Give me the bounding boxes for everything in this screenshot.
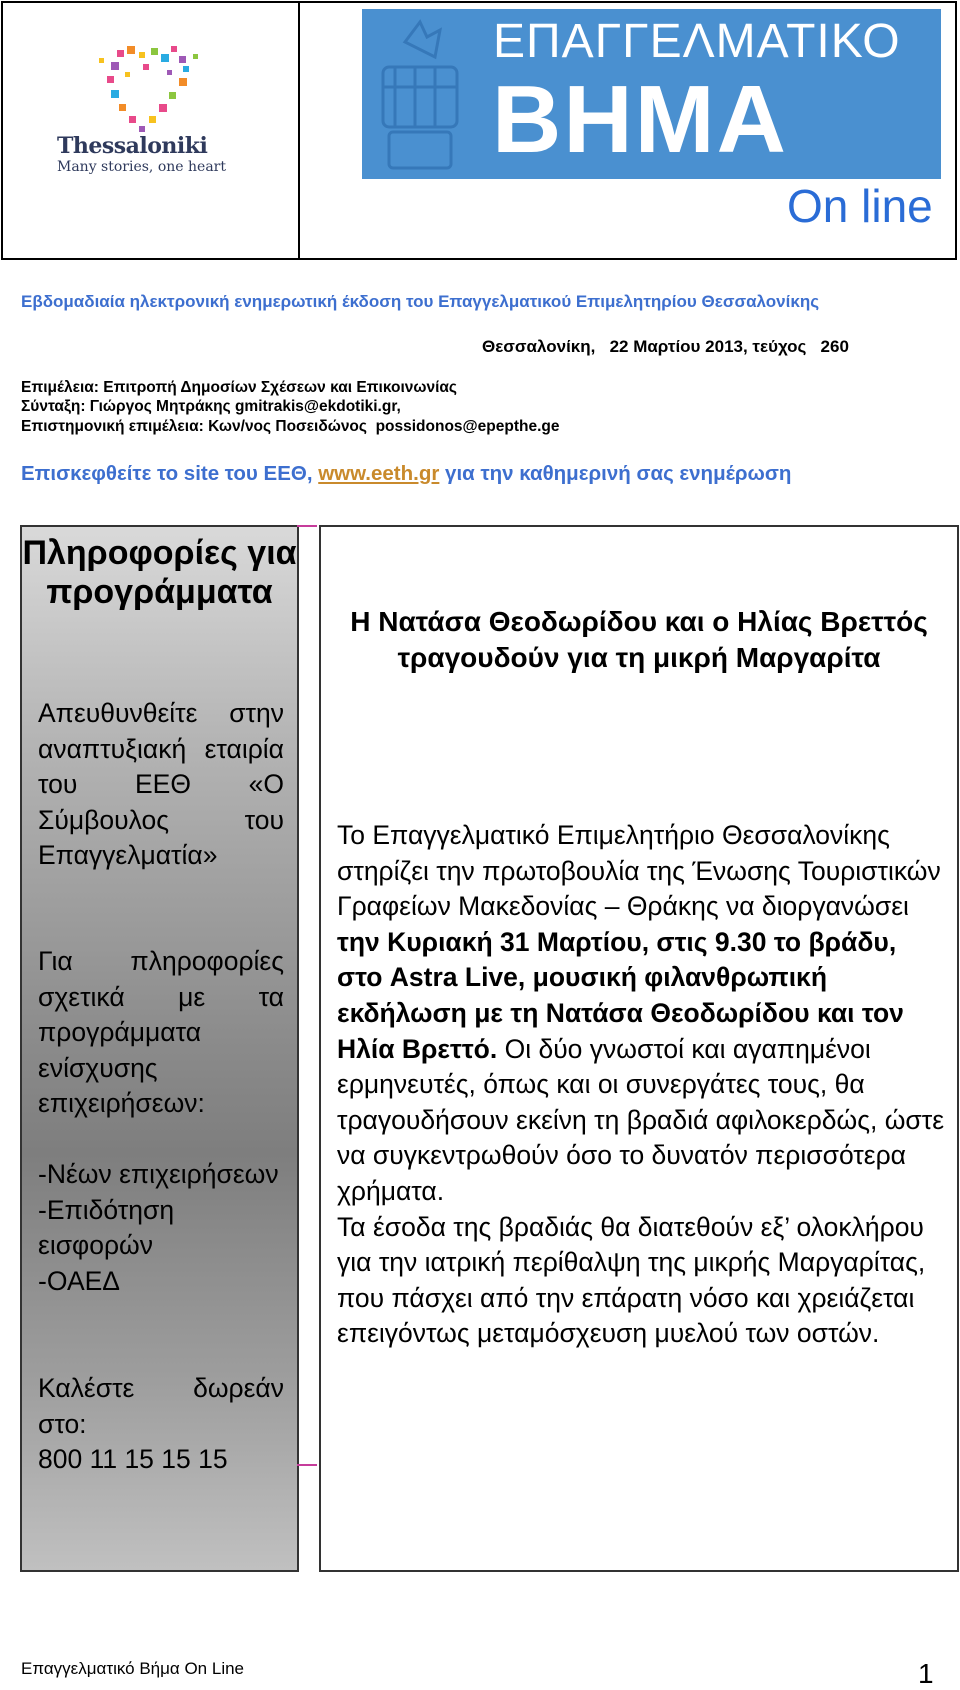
online-label: On line bbox=[787, 180, 933, 232]
article-title: Η Νατάσα Θεοδωρίδου και ο Ηλίας Βρεττός τραγουδούν για τη μικρή Μαργαρίτα bbox=[350, 606, 928, 673]
sidebar-title: Πληροφορίες για προγράμματα bbox=[22, 534, 297, 611]
sidebar-paragraph-contact: Απευθυνθείτε στην αναπτυξιακή εταιρία του ΕΕΘ «Ο Σύμβουλος του Επαγγελματία» bbox=[38, 698, 284, 870]
article-body bbox=[337, 818, 945, 1352]
masthead-divider bbox=[298, 1, 300, 260]
sidebar-paragraph-info: Για πληροφορίες σχετικά με τα προγράμματα ενίσχυσης επιχειρήσεων: bbox=[38, 946, 284, 1118]
article-paragraph: Το Επαγγελματικό Επιμελητήριο Θεσσαλονίκης στηρίζει την πρωτοβουλία της Ένωσης Τουριστικών Γραφείων Μακεδονίας – Θράκης να διοργανώσει την Κυριακή 31 Μαρτίου, στις 9.30 το βράδυ, στο Astra Live, μουσική φιλανθρωπική εκδήλωση με τη Νατάσα Θεοδωρίδου και τον Ηλία Βρεττό. Οι δύο γνωστοί και αγαπημένοι ερμηνευτές, όπως και οι συνεργάτες τους, θα τραγουδήσουν εκείνη τη βραδιά αφιλοκερδώς, ώστε να συγκεντρωθούν όσο το δυνατόν περισσότερα χρήματα. bbox=[337, 820, 945, 1206]
list-item: -Νέων επιχειρήσεων bbox=[38, 1159, 279, 1189]
credits-scientific: Επιστημονική επιμέλεια: Κων/νος Ποσειδώνος possidonos@epepthe.ge bbox=[21, 418, 560, 435]
footer-title: Επαγγελματικό Βήμα On Line bbox=[21, 1659, 245, 1678]
banner-top-text: ΕΠΑΓΓΕΛΜΑΤΙΚΟ bbox=[493, 15, 901, 68]
thessaloniki-logo-name: Thessaloniki bbox=[57, 133, 208, 159]
banner-main-text: ΒΗΜΑ bbox=[492, 66, 788, 173]
issue-dateline: Θεσσαλονίκη, 22 Μαρτίου 2013, τεύχος 260 bbox=[482, 337, 849, 356]
list-item: -ΟΑΕΔ bbox=[38, 1265, 121, 1296]
article-paragraph: Τα έσοδα της βραδιάς θα διατεθούν εξ’ ολοκλήρου για την ιατρική περίθαλψη της μικρής Μαργαρίτας, που πάσχει από την επάρατη νόσο και χρειάζεται επειγόντως μεταμόσχευση μυελού των οστών. bbox=[337, 1211, 926, 1349]
credits-writing: Σύνταξη: Γιώργος Μητράκης gmitrakis@ekdotiki.gr, bbox=[21, 398, 401, 415]
thessaloniki-logo-tagline: Many stories, one heart bbox=[57, 159, 226, 175]
sidebar-call-free bbox=[38, 1371, 284, 1478]
connector-line bbox=[297, 525, 317, 527]
visit-suffix: για την καθημερινή σας ενημέρωση bbox=[439, 462, 792, 485]
page-number: 1 bbox=[918, 1658, 934, 1689]
list-item: -Επιδότηση εισφορών bbox=[38, 1194, 175, 1260]
visit-site-line bbox=[21, 462, 791, 486]
site-link[interactable]: www.eeth.gr bbox=[318, 462, 440, 485]
phone-number: 800 11 15 15 15 bbox=[38, 1444, 228, 1474]
visit-prefix: Επισκεφθείτε το site του ΕΕΘ, bbox=[21, 462, 319, 485]
connector-line bbox=[297, 1464, 317, 1466]
publication-description: Εβδομαδιαία ηλεκτρονική ενημερωτική έκδοση του Επαγγελματικού Επιμελητηρίου Θεσσαλονίκης bbox=[21, 292, 820, 311]
call-label: Καλέστε δωρεάν στο: bbox=[38, 1373, 284, 1439]
chamber-emblem-icon bbox=[365, 12, 475, 177]
credits-editing: Επιμέλεια: Επιτροπή Δημοσίων Σχέσεων και Επικοινωνίας bbox=[21, 379, 457, 396]
sidebar-program-list bbox=[38, 1157, 284, 1299]
